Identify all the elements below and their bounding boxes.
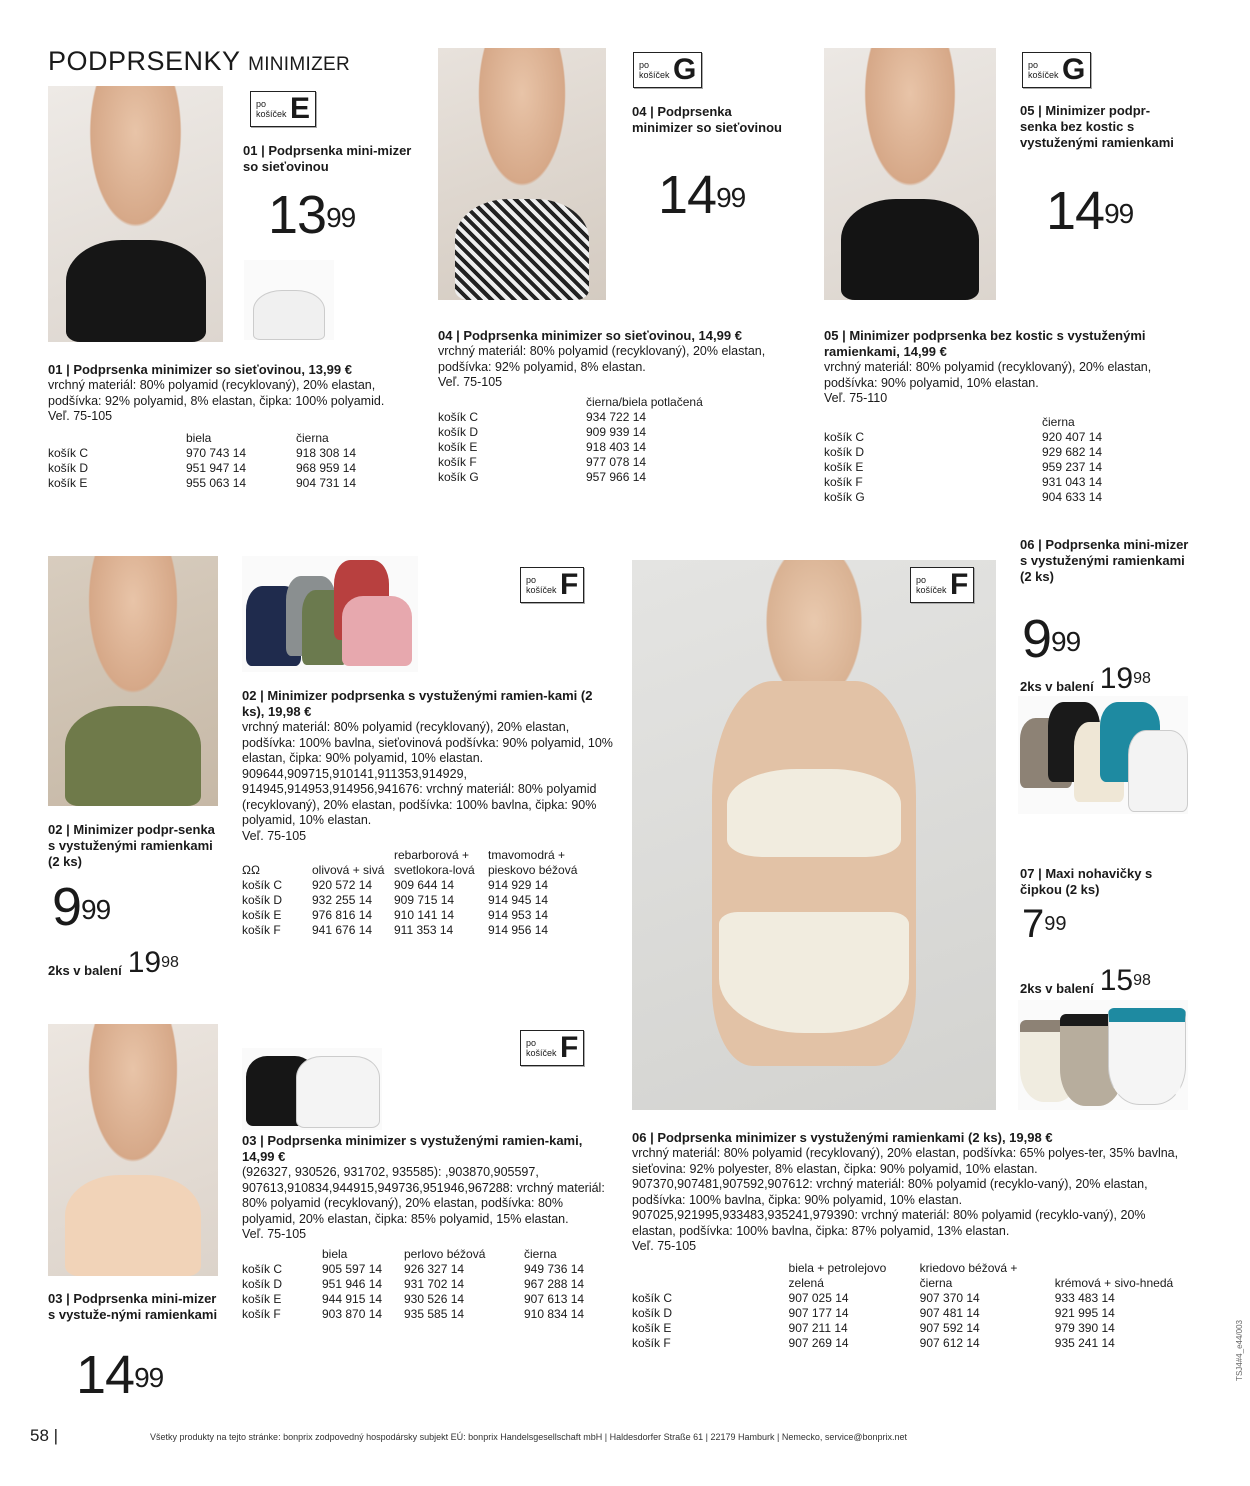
size-table-06: biela + petrolejovo zelená kriedovo béžová + čierna krémová + sivo-hnedá košík C 907 025 14 907 370 14 933 483 14 košík D 907 177 14 907 481 14 921 995 14 košík E 907 211 14 907 592 14 979 390 14 košík F 907 269 14 907 612 14 935 241 14 xyxy=(632,1260,1174,1350)
price-06: $9^{99}$ xyxy=(1022,609,1081,669)
product-photo-05 xyxy=(824,48,996,300)
size-table-04: čierna/biela potlačená košík C 934 722 14 košík D 909 939 14 košík E 918 403 14 košík F 977 078 14 košík G 957 966 14 xyxy=(438,394,703,484)
price-04: $14^{99}$ xyxy=(658,165,746,225)
product-headline-04: 04 | Podprsenka minimizer so sieťovinou xyxy=(632,104,782,135)
pack-price-07: 2ks v balení $15^{98}$ xyxy=(1020,964,1151,997)
product-photo-01 xyxy=(48,86,223,342)
product-thumb-03 xyxy=(242,1048,382,1130)
product-photo-04 xyxy=(438,48,606,300)
size-table-05: čierna košík C 920 407 14 košík D 929 682 14 košík E 959 237 14 košík F 931 043 14 košík G 904 633 14 xyxy=(824,414,1103,504)
cup-badge-01: po košíček E xyxy=(250,91,316,127)
product-info-04: 04 | Podprsenka minimizer so sieťovinou, 14,99 € vrchný materiál: 80% polyamid (recyklovaný), 20% elastan, podšívka: 92% polyamid, 8% elastan. Veľ. 75-105 čierna/biela potlačená košík C 934 722 14 košík D 909 939 14 košík E 918 403 14 košík F 977 078 14 košík G 957 966 14 xyxy=(438,328,766,484)
product-headline-05: 05 | Minimizer podpr-senka bez kostic s vystuženými ramienkami xyxy=(1020,103,1174,150)
product-headline-07: 07 | Maxi nohavičky s čipkou (2 ks) xyxy=(1020,866,1153,897)
product-thumb-01 xyxy=(244,260,334,340)
product-info-06: 06 | Podprsenka minimizer s vystuženými ramienkami (2 ks), 19,98 € vrchný materiál: 80% polyamid (recyklovaný), 20% elastan, podšívka: 65% polyes-ter, 35% bavlna, sieťovina: 92% polyester, 8% elastan, čipka: 90% polyamid, 10% elastan. 907370,907481,907592,907612: vrchný materiál: 80% polyamid (recyklo-vaný), 20% elastan, podšívka: 100% bavlna, čipka: 90% polyamid, 10% elastan. 907025,921995,933483,935241,979390: vrchný materiál: 80% polyamid (recyklo-vaný), 20% elastan, podšívka: 100% bavlna, čipka: 87% polyamid, 13% elastan. Veľ. 75-105 biela + petrolejovo zelená kriedovo béžová + čierna krémová + sivo-hnedá košík C 907 025 14 907 370 14 933 483 14 košík D 907 177 14 907 481 14 921 995 14 košík E 907 211 14 907 592 14 979 390 14 košík F 907 269 14 907 612 14 935 241 14 xyxy=(632,1130,1182,1351)
price-05: $14^{99}$ xyxy=(1046,181,1134,241)
product-photo-02 xyxy=(48,556,218,806)
cup-badge-02: po košíček F xyxy=(520,567,584,603)
product-info-01: 01 | Podprsenka minimizer so sieťovinou, 13,99 € vrchný materiál: 80% polyamid (recyklovaný), 20% elastan, podšívka: 92% polyamid, 8% elastan, čipka: 100% polyamid. Veľ. 75-105 biela čierna košík C 970 743 14 918 308 14 košík D 951 947 14 968 959 14 košík E 955 063 14 904 731 14 xyxy=(48,362,385,490)
size-table-02: ΩΩ olivová + sivá rebarborová + svetlokora-lová tmavomodrá + pieskovo béžová košík C 920 572 14 909 644 14 914 929 14 košík D 932 255 14 909 715 14 914 945 14 košík E 976 816 14 910 141 14 914 953 14 košík F 941 676 14 911 353 14 914 956 14 xyxy=(242,848,578,937)
page-title: PODPRSENKY MINIMIZER xyxy=(48,46,350,76)
product-info-03: 03 | Podprsenka minimizer s vystuženými ramien-kami, 14,99 € (926327, 930526, 931702, 935585): ,903870,905597, 907613,910834,944915,949736,951946,967288: vrchný materiál: 80% polyamid (recyklovaný), 20% elastan, podšívka: 80% polyamid, 20% elastan, čipka: 85% polyamid, 15% elastan. Veľ. 75-105 biela perlovo béžová čierna košík C 905 597 14 926 327 14 949 736 14 košík D 951 946 14 931 702 14 967 288 14 košík E 944 915 14 930 526 14 907 613 14 košík F 903 870 14 935 585 14 910 834 14 xyxy=(242,1133,605,1321)
product-thumb-06 xyxy=(1018,696,1188,814)
cup-badge-03: po košíček F xyxy=(520,1030,584,1066)
pack-price-06: 2ks v balení $19^{98}$ xyxy=(1020,662,1151,695)
product-thumb-07 xyxy=(1018,1000,1188,1110)
product-headline-06: 06 | Podprsenka mini-mizer s vystuženými ramienkami (2 ks) xyxy=(1020,537,1189,584)
cup-badge-06: po košíček F xyxy=(910,567,974,603)
size-table-01: biela čierna košík C 970 743 14 918 308 14 košík D 951 947 14 968 959 14 košík E 955 063 14 904 731 14 xyxy=(48,430,357,490)
pack-price-02: 2ks v balení $19^{98}$ xyxy=(48,946,179,979)
cup-badge-04: po košíček G xyxy=(633,52,702,88)
product-headline-02: 02 | Minimizer podpr-senka s vystuženými ramienkami (2 ks) xyxy=(48,822,215,869)
side-code: TSJ4#4_e44/003 xyxy=(1235,1320,1244,1381)
price-02: $9^{99}$ xyxy=(52,877,111,937)
product-photo-03 xyxy=(48,1024,218,1276)
size-table-03: biela perlovo béžová čierna košík C 905 597 14 926 327 14 949 736 14 košík D 951 946 14 931 702 14 967 288 14 košík E 944 915 14 930 526 14 907 613 14 košík F 903 870 14 935 585 14 910 834 14 xyxy=(242,1246,585,1321)
product-headline-01: 01 | Podprsenka mini-mizer so sieťovinou xyxy=(243,143,412,174)
price-01: $13^{99}$ xyxy=(268,185,356,245)
product-info-02: 02 | Minimizer podprsenka s vystuženými ramien-kami (2 ks), 19,98 € vrchný materiál: 80% polyamid (recyklovaný), 20% elastan, podšívka: 100% bavlna, sieťovinová podšívka: 90% polyamid, 10% elastan, čipka: 90% polyamid, 10% elastan. 909644,909715,910141,911353,914929, 914945,914953,914956,941676: vrchný materiál: 80% polyamid (recyklovaný), 20% elastan, podšívka: 100% bavlna, čipka: 90% polyamid, 10% elastan. Veľ. 75-105 ΩΩ olivová + sivá rebarborová + svetlokora-lová tmavomodrá + pieskovo béžová košík C 920 572 14 909 644 14 914 929 14 košík D 932 255 14 909 715 14 914 945 14 košík E 976 816 14 910 141 14 914 953 14 košík F 941 676 14 911 353 14 914 956 14 xyxy=(242,688,613,937)
cup-badge-05: po košíček G xyxy=(1022,52,1091,88)
price-03: $14^{99}$ xyxy=(76,1345,164,1405)
page-number: 58 | xyxy=(30,1426,59,1445)
product-headline-03: 03 | Podprsenka mini-mizer s vystuže-nými ramienkami xyxy=(48,1291,218,1322)
product-info-05: 05 | Minimizer podprsenka bez kostic s vystuženými ramienkami, 14,99 € vrchný materiál: 80% polyamid (recyklovaný), 20% elastan, podšívka: 90% polyamid, 10% elastan. Veľ. 75-110 čierna košík C 920 407 14 košík D 929 682 14 košík E 959 237 14 košík F 931 043 14 košík G 904 633 14 xyxy=(824,328,1152,504)
product-photo-06 xyxy=(632,560,996,1110)
footer-legal: Všetky produkty na tejto stránke: bonprix zodpovedný hospodársky subjekt EÚ: bonprix Handelsgesellschaft mbH | Haldesdorfer Straße 61 | 22179 Hamburk | Nemecko, service@bonprix.net xyxy=(150,1432,908,1442)
product-thumb-02 xyxy=(242,556,418,672)
price-07: $7^{99}$ xyxy=(1022,902,1067,946)
